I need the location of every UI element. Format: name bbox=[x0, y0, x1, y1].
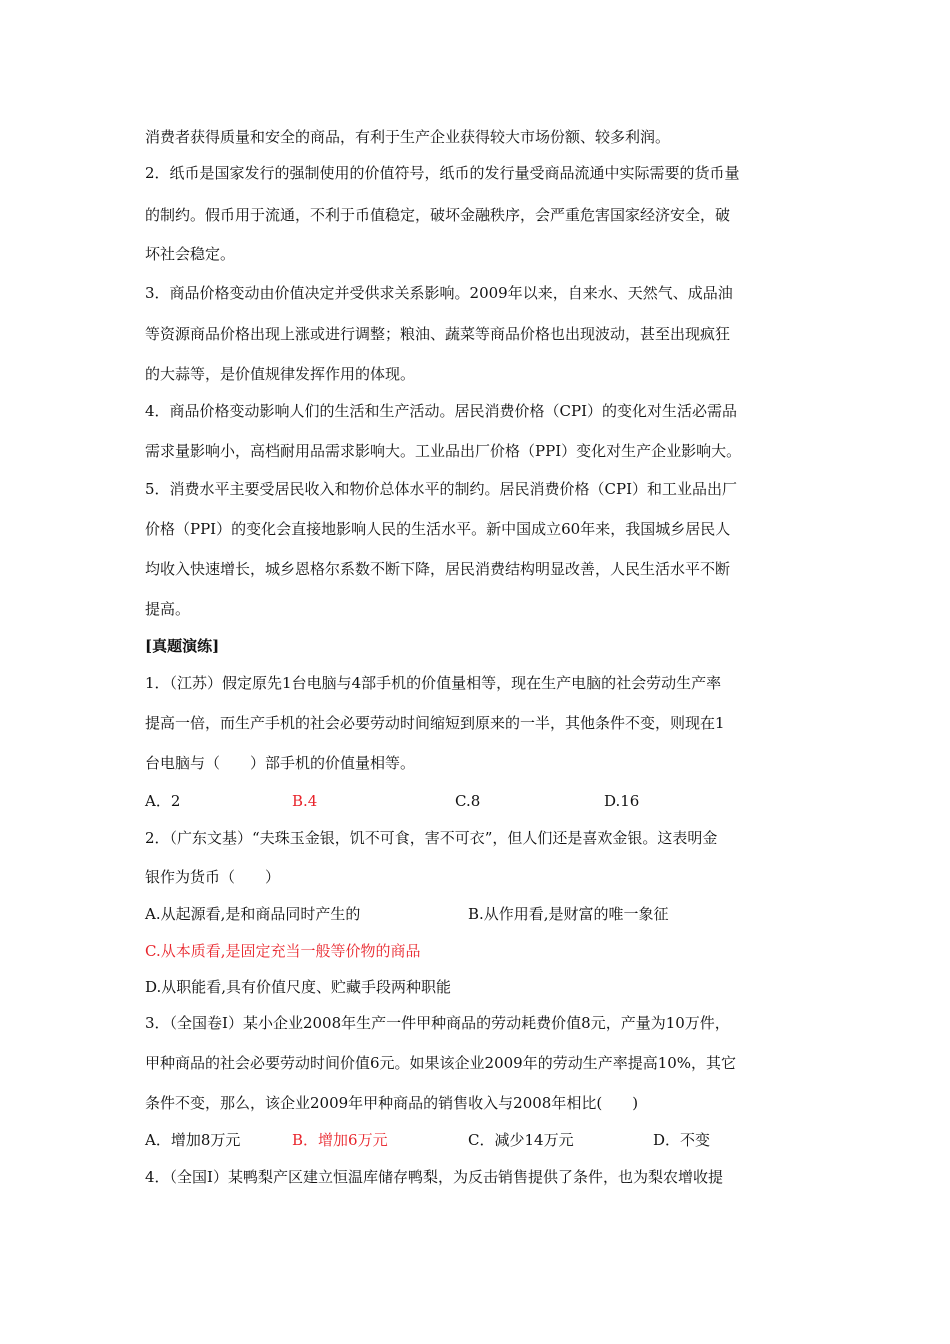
question-line: 台电脑与（ ）部手机的价值量相等。 bbox=[145, 754, 416, 772]
question-line: 甲种商品的社会必要劳动时间价值6元。如果该企业2009年的劳动生产率提高10%，其它 bbox=[145, 1054, 737, 1072]
question-line: 4．（全国Ⅰ）某鸭梨产区建立恒温库储存鸭梨，为反击销售提供了条件，也为梨农增收提 bbox=[145, 1168, 723, 1186]
paragraph-line: 4．商品价格变动影响人们的生活和生产活动。居民消费价格（CPI）的变化对生活必需品 bbox=[145, 402, 738, 420]
question-line: 3．（全国卷Ⅰ）某小企业2008年生产一件甲种商品的劳动耗费价值8元，产量为10万件， bbox=[145, 1014, 730, 1032]
option-d: D.从职能看,具有价值尺度、贮藏手段两种职能 bbox=[145, 978, 452, 996]
option-c-answer: C.从本质看,是固定充当一般等价物的商品 bbox=[145, 942, 421, 960]
paragraph-line: 5．消费水平主要受居民收入和物价总体水平的制约。居民消费价格（CPI）和工业品出厂 bbox=[145, 480, 738, 498]
option-a: A.从起源看,是和商品同时产生的 bbox=[145, 905, 361, 923]
option-a: A．增加8万元 bbox=[145, 1131, 241, 1149]
option-d: D．不变 bbox=[653, 1131, 711, 1149]
question-line: 提高一倍，而生产手机的社会必要劳动时间缩短到原来的一半，其他条件不变，则现在1 bbox=[145, 714, 725, 732]
question-line: 2．（广东文基）“夫珠玉金银，饥不可食，害不可衣”，但人们还是喜欢金银。这表明金 bbox=[145, 829, 718, 847]
paragraph-line: 提高。 bbox=[145, 600, 191, 618]
paragraph-line: 需求量影响小，高档耐用品需求影响大。工业品出厂价格（PPI）变化对生产企业影响大。 bbox=[145, 442, 742, 460]
paragraph-line: 2．纸币是国家发行的强制使用的价值符号，纸币的发行量受商品流通中实际需要的货币量 bbox=[145, 164, 740, 182]
question-line: 条件不变，那么，该企业2009年甲种商品的销售收入与2008年相比( ) bbox=[145, 1094, 639, 1112]
option-a: A．2 bbox=[145, 792, 181, 810]
option-b: B.从作用看,是财富的唯一象征 bbox=[468, 905, 669, 923]
paragraph-line: 价格（PPI）的变化会直接地影响人民的生活水平。新中国成立60年来，我国城乡居民人 bbox=[145, 520, 731, 538]
option-b-answer: B．增加6万元 bbox=[292, 1131, 388, 1149]
paragraph-line: 消费者获得质量和安全的商品，有利于生产企业获得较大市场份额、较多利润。 bbox=[145, 128, 671, 146]
paragraph-line: 的大蒜等，是价值规律发挥作用的体现。 bbox=[145, 365, 416, 383]
section-title: [真题演练] bbox=[145, 637, 220, 655]
question-line: 1．（江苏）假定原先1台电脑与4部手机的价值量相等，现在生产电脑的社会劳动生产率 bbox=[145, 674, 722, 692]
paragraph-line: 均收入快速增长，城乡恩格尔系数不断下降，居民消费结构明显改善，人民生活水平不断 bbox=[145, 560, 731, 578]
paragraph-line: 3．商品价格变动由价值决定并受供求关系影响。2009年以来，自来水、天然气、成品油 bbox=[145, 284, 733, 302]
option-c: C.8 bbox=[455, 792, 481, 810]
option-b-answer: B.4 bbox=[292, 792, 318, 810]
option-d: D.16 bbox=[604, 792, 640, 810]
question-line: 银作为货币（ ） bbox=[145, 868, 281, 886]
option-c: C．减少14万元 bbox=[468, 1131, 574, 1149]
paragraph-line: 坏社会稳定。 bbox=[145, 245, 236, 263]
paragraph-line: 的制约。假币用于流通，不利于币值稳定，破坏金融秩序，会严重危害国家经济安全，破 bbox=[145, 206, 731, 224]
paragraph-line: 等资源商品价格出现上涨或进行调整；粮油、蔬菜等商品价格也出现波动，甚至出现疯狂 bbox=[145, 325, 731, 343]
